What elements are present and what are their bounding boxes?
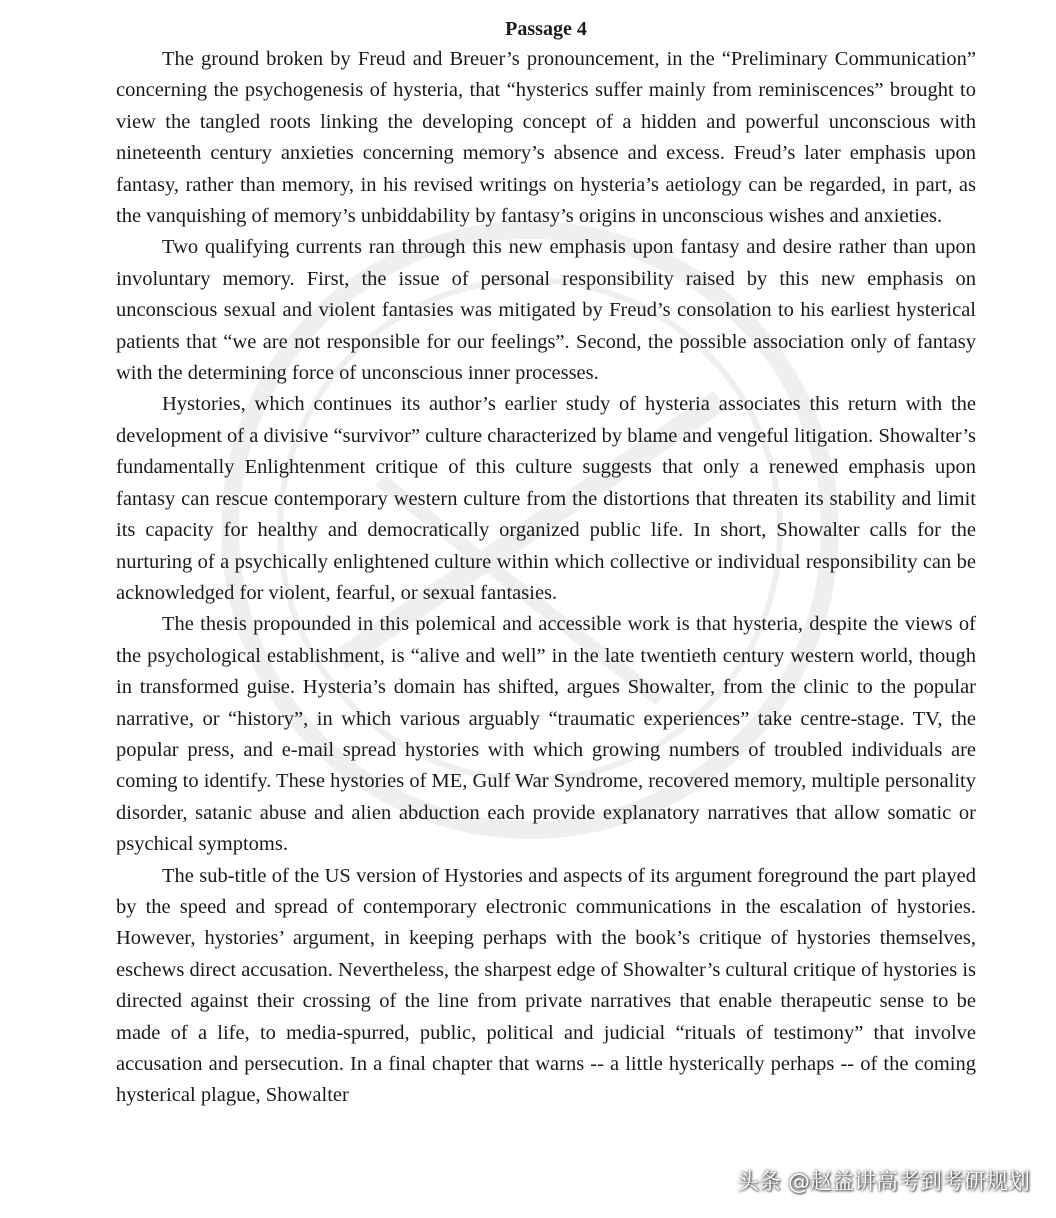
source-watermark: 头条 @赵益讲高考到考研规划 xyxy=(737,1170,1030,1195)
paragraph-1: The ground broken by Freud and Breuer’s pronouncement, in the “Preliminary Communication” concerning the psychogenesis of hysteria, that “hysterics suffer mainly from reminiscences” brought to view the tangled roots linking the developing concept of a hidden and powerful unconscious with nineteenth century anxieties concerning memory’s absence and excess. Freud’s later emphasis upon fantasy, rather than memory, in his revised writings on hysteria’s aetiology can be regarded, in part, as the vanquishing of memory’s unbiddability by fantasy’s origins in unconscious wishes and anxieties. xyxy=(116,48,976,228)
paragraph-5: The sub-title of the US version of Hystories and aspects of its argument foreground the part played by the speed and spread of contemporary electronic communications in the escalation of hystories. However, hystories’ argument, in keeping perhaps with the book’s critique of hystories themselves, eschews direct accusation. Nevertheless, the sharpest edge of Showalter’s cultural critique of hystories is directed against their crossing of the line from private narratives that enable therapeutic sense to be made of a life, to media-spurred, public, political and judicial “rituals of testimony” that involve accusation and persecution. In a final chapter that warns -- a little hysterically perhaps -- of the coming hysterical plague, Showalter xyxy=(116,864,976,1107)
paragraph-4: The thesis propounded in this polemical and accessible work is that hysteria, despite the views of the psychological establishment, is “alive and well” in the late twentieth century western world, though in transformed guise. Hysteria’s domain has shifted, argues Showalter, from the clinic to the popular narrative, or “history”, in which various arguably “traumatic experiences” take centre-stage. TV, the popular press, and e-mail spread hystories with which growing numbers of troubled individuals are coming to identify. These hystories of ME, Gulf War Syndrome, recovered memory, multiple personality disorder, satanic abuse and alien abduction each provide explanatory narratives that allow somatic or psychical symptoms. xyxy=(116,613,976,856)
paragraph-3: Hystories, which continues its author’s earlier study of hysteria associates this return with the development of a divisive “survivor” culture characterized by blame and vengeful litigation. Showalter’s fundamentally Enlightenment critique of this culture suggests that only a renewed emphasis upon fantasy can rescue contemporary western culture from the distortions that threaten its stability and limit its capacity for healthy and democratically organized public life. In short, Showalter calls for the nurturing of a psychically enlightened culture within which collective or individual responsibility can be acknowledged for violent, fearful, or sexual fantasies. xyxy=(116,393,976,604)
document-page xyxy=(116,14,976,1112)
page-title: Passage 4 xyxy=(505,18,587,40)
paragraph-2: Two qualifying currents ran through this new emphasis upon fantasy and desire rather than upon involuntary memory. First, the issue of personal responsibility raised by this new emphasis on unconscious sexual and violent fantasies was mitigated by Freud’s consolation to his earliest hysterical patients that “we are not responsible for our feelings”. Second, the possible association only of fantasy with the determining force of unconscious inner processes. xyxy=(116,236,976,385)
